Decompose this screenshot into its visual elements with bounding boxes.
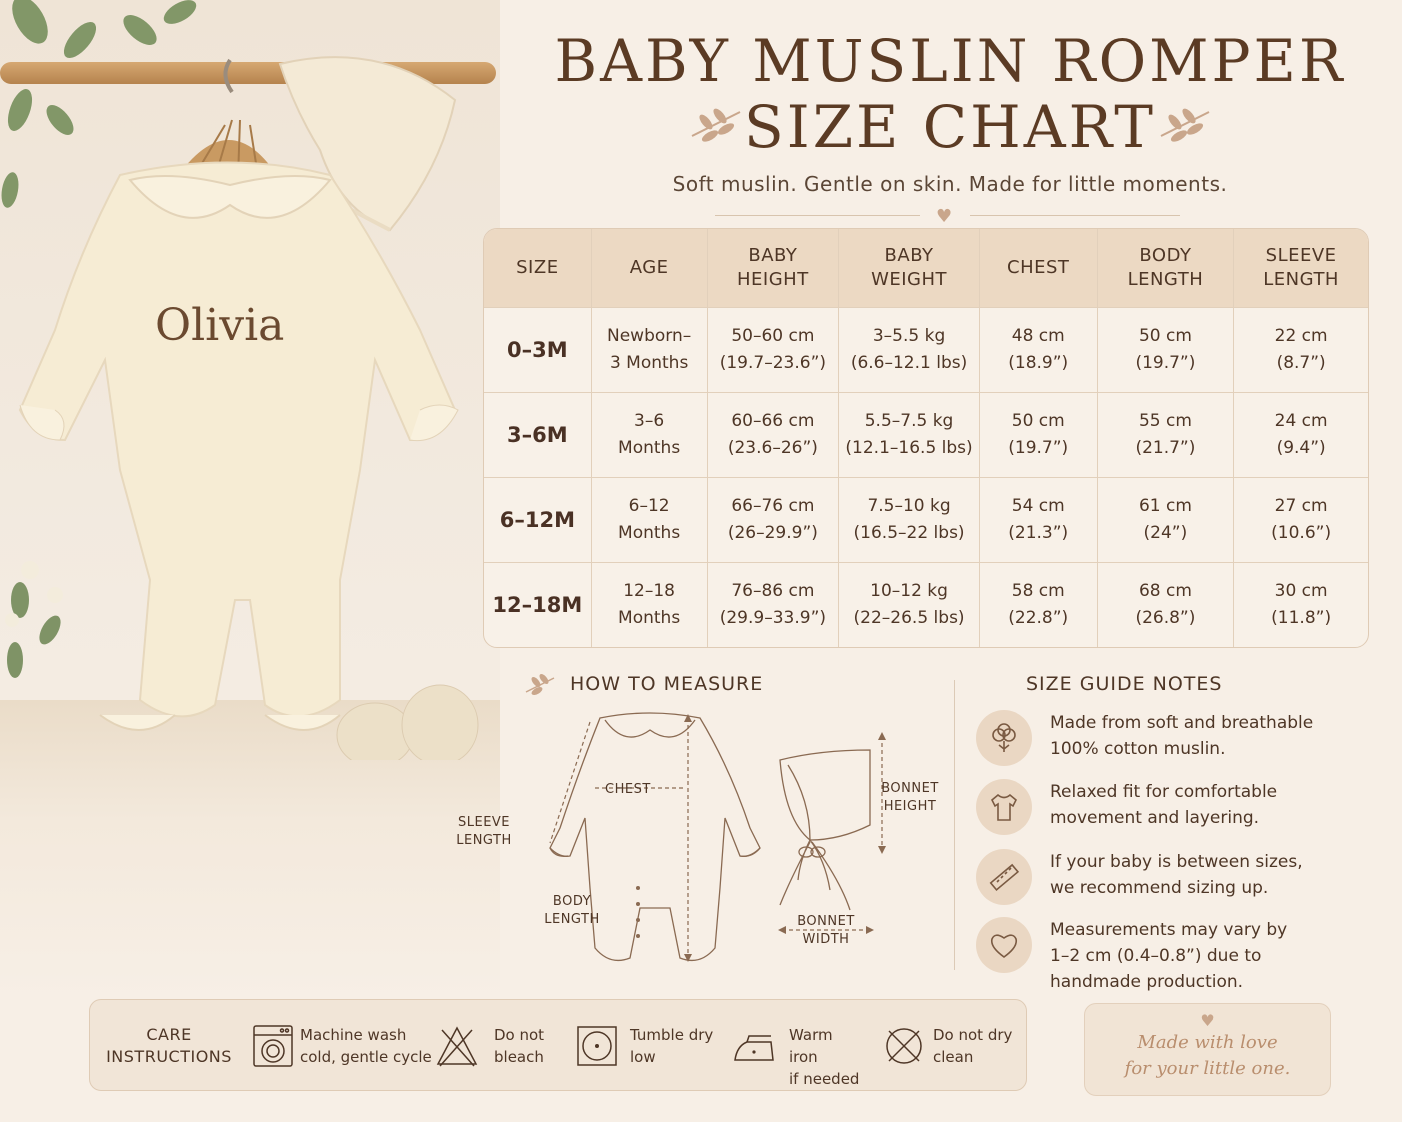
cell-line: 3 Months xyxy=(609,353,689,373)
cell-line: 27 cm xyxy=(1274,496,1328,516)
bonnet-height-line1: BONNET xyxy=(881,781,939,796)
no-dry-clean-icon xyxy=(883,1024,925,1068)
bonnet-width-line2: WIDTH xyxy=(802,932,850,947)
column-header-line: LENGTH xyxy=(1127,269,1204,290)
note-item xyxy=(976,710,1356,770)
divider-right xyxy=(970,215,1180,216)
weight-cell xyxy=(839,477,980,562)
note-text-line: Made from soft and breathable xyxy=(1050,713,1314,733)
column-header-line: LENGTH xyxy=(1263,269,1339,290)
body-cell xyxy=(1098,562,1235,647)
title-line-2: SIZE CHART xyxy=(744,93,1156,161)
care-title xyxy=(106,1024,232,1068)
divider-heart-icon: ♥ xyxy=(936,206,953,227)
care-text-line: clean xyxy=(933,1048,974,1066)
cell-line: 5.5–7.5 kg xyxy=(864,411,954,431)
column-header-line: CHEST xyxy=(1007,257,1070,278)
note-item xyxy=(976,917,1356,997)
body-label-line2: LENGTH xyxy=(544,912,600,927)
sleeve-label-line1: SLEEVE xyxy=(457,815,511,830)
cell-line: (26.8”) xyxy=(1135,608,1196,628)
sleeve-label-line2: LENGTH xyxy=(456,833,512,848)
cell-line: Months xyxy=(618,438,681,458)
cell-line: (24”) xyxy=(1143,523,1188,543)
page-title xyxy=(500,28,1400,160)
product-photo xyxy=(0,0,500,1000)
cell-line: 48 cm xyxy=(1011,326,1065,346)
height-cell xyxy=(708,562,840,647)
body-label-line1: BODY xyxy=(552,894,592,909)
sleeve-cell xyxy=(1234,477,1368,562)
cell-line: (6.6–12.1 lbs) xyxy=(850,353,968,373)
bonnet-width-label xyxy=(792,913,860,949)
size-cell: 3–6M xyxy=(484,392,592,477)
column-header xyxy=(1098,229,1235,307)
subtitle: Soft muslin. Gentle on skin. Made for little moments. xyxy=(672,172,1228,196)
note-text-line: we recommend sizing up. xyxy=(1050,878,1269,898)
title-line-1: BABY MUSLIN ROMPER xyxy=(554,27,1346,95)
weight-cell xyxy=(839,307,980,392)
cell-line: (19.7”) xyxy=(1008,438,1069,458)
bonnet-height-label xyxy=(876,780,944,816)
cell-line: 55 cm xyxy=(1138,411,1192,431)
cell-line: (12.1–16.5 lbs) xyxy=(845,438,973,458)
cell-line: 22 cm xyxy=(1274,326,1328,346)
flower-bouquet-icon xyxy=(0,540,80,720)
care-title-line1: CARE xyxy=(146,1025,192,1044)
note-text-line: Relaxed fit for comfortable xyxy=(1050,782,1278,802)
cell-line: (21.7”) xyxy=(1135,438,1196,458)
cell-line: 60–66 cm xyxy=(731,411,815,431)
care-text-line: Do not dry xyxy=(933,1026,1013,1044)
romper-measure-diagram xyxy=(520,708,780,973)
note-item xyxy=(976,779,1356,839)
note-text-line: If your baby is between sizes, xyxy=(1050,852,1303,872)
column-header xyxy=(980,229,1098,307)
tshirt-icon xyxy=(976,779,1032,835)
cell-line: (11.8”) xyxy=(1271,608,1332,628)
cell-line: 50 cm xyxy=(1011,411,1065,431)
table-row xyxy=(484,392,1368,477)
body-cell xyxy=(1098,307,1235,392)
section-separator xyxy=(954,680,955,970)
washing-machine-icon xyxy=(252,1024,294,1068)
how-to-measure-title: HOW TO MEASURE xyxy=(570,673,764,695)
cell-line: 50 cm xyxy=(1138,326,1192,346)
care-text-line: Warm iron xyxy=(789,1026,833,1066)
cell-line: 54 cm xyxy=(1011,496,1065,516)
sleeve-cell xyxy=(1234,307,1368,392)
age-cell xyxy=(592,562,708,647)
column-header xyxy=(839,229,980,307)
column-header xyxy=(592,229,708,307)
table-header-row xyxy=(484,229,1368,307)
column-header xyxy=(484,229,592,307)
column-header-line: WEIGHT xyxy=(871,269,948,290)
column-header-line: BODY xyxy=(1139,245,1192,266)
cell-line: Months xyxy=(618,608,681,628)
column-header-line: AGE xyxy=(629,257,669,278)
height-cell xyxy=(708,392,840,477)
column-header-line: SLEEVE xyxy=(1265,245,1337,266)
left-sprig-icon xyxy=(688,104,744,151)
cell-line: 6–12 xyxy=(628,496,670,516)
cell-line: (19.7”) xyxy=(1135,353,1196,373)
note-item xyxy=(976,849,1356,909)
size-guide-notes-title: SIZE GUIDE NOTES xyxy=(1026,673,1223,695)
sleeve-length-label xyxy=(452,814,516,850)
chest-cell xyxy=(980,477,1098,562)
cell-line: 58 cm xyxy=(1011,581,1065,601)
size-cell: 6–12M xyxy=(484,477,592,562)
care-text-line: Do not xyxy=(494,1026,545,1044)
table-row xyxy=(484,477,1368,562)
age-cell xyxy=(592,477,708,562)
chest-cell xyxy=(980,392,1098,477)
cell-line: 68 cm xyxy=(1138,581,1192,601)
sleeve-cell xyxy=(1234,392,1368,477)
table-row xyxy=(484,562,1368,647)
cell-line: 3–6 xyxy=(634,411,665,431)
love-line-2: for your little one. xyxy=(1124,1058,1291,1079)
cell-line: 66–76 cm xyxy=(731,496,815,516)
cell-line: (18.9”) xyxy=(1008,353,1069,373)
size-chart-table xyxy=(483,228,1369,648)
column-header-line: HEIGHT xyxy=(737,269,809,290)
chest-cell xyxy=(980,562,1098,647)
care-text-line: cold, gentle cycle xyxy=(300,1048,432,1066)
cell-line: 12–18 xyxy=(623,581,675,601)
cell-line: 61 cm xyxy=(1138,496,1192,516)
iron-icon xyxy=(733,1024,775,1068)
body-length-label xyxy=(540,893,604,929)
care-item xyxy=(252,1022,432,1072)
heart-icon xyxy=(976,917,1032,973)
cell-line: (22–26.5 lbs) xyxy=(853,608,965,628)
cell-line: (22.8”) xyxy=(1008,608,1069,628)
cell-line: Newborn– xyxy=(606,326,692,346)
care-item xyxy=(883,1022,1018,1072)
love-line-1: Made with love xyxy=(1137,1032,1278,1053)
cell-line: 76–86 cm xyxy=(731,581,815,601)
care-item xyxy=(576,1022,716,1072)
weight-cell xyxy=(839,392,980,477)
cell-line: 24 cm xyxy=(1274,411,1328,431)
note-text-line: movement and layering. xyxy=(1050,808,1260,828)
no-bleach-icon xyxy=(436,1024,478,1068)
made-with-love-card xyxy=(1084,1003,1331,1096)
cell-line: (10.6”) xyxy=(1271,523,1332,543)
bonnet-height-line2: HEIGHT xyxy=(883,799,937,814)
cell-line: 3–5.5 kg xyxy=(872,326,946,346)
embroidered-name: Olivia xyxy=(155,300,285,351)
note-text-line: 100% cotton muslin. xyxy=(1050,739,1226,759)
weight-cell xyxy=(839,562,980,647)
cell-line: Months xyxy=(618,523,681,543)
cell-line: (16.5–22 lbs) xyxy=(853,523,965,543)
cotton-icon xyxy=(976,710,1032,766)
column-header-line: BABY xyxy=(748,245,798,266)
body-cell xyxy=(1098,477,1235,562)
age-cell xyxy=(592,392,708,477)
column-header xyxy=(1234,229,1368,307)
cell-line: 50–60 cm xyxy=(731,326,815,346)
care-text-line: low xyxy=(630,1048,656,1066)
note-text-line: Measurements may vary by xyxy=(1050,920,1288,940)
care-text-line: Machine wash xyxy=(300,1026,407,1044)
cell-line: 30 cm xyxy=(1274,581,1328,601)
care-text-line: Tumble dry xyxy=(630,1026,714,1044)
cell-line: 10–12 kg xyxy=(870,581,948,601)
cell-line: 7.5–10 kg xyxy=(867,496,951,516)
care-item xyxy=(733,1022,863,1088)
body-cell xyxy=(1098,392,1235,477)
bonnet-width-line1: BONNET xyxy=(797,914,855,929)
care-item xyxy=(436,1022,556,1072)
right-sprig-icon xyxy=(1157,104,1213,151)
cell-line: (23.6–26”) xyxy=(727,438,818,458)
note-text-line: 1–2 cm (0.4–0.8”) due to xyxy=(1050,946,1262,966)
height-cell xyxy=(708,477,840,562)
ruler-icon xyxy=(976,849,1032,905)
care-instructions-panel xyxy=(89,999,1027,1091)
tumble-dry-icon xyxy=(576,1024,618,1068)
chest-label: CHEST xyxy=(605,782,651,797)
care-text-line: if needed xyxy=(789,1070,860,1088)
care-text-line: bleach xyxy=(494,1048,544,1066)
chest-cell xyxy=(980,307,1098,392)
size-cell: 0–3M xyxy=(484,307,592,392)
small-heart-icon: ♥ xyxy=(1200,1011,1215,1030)
height-cell xyxy=(708,307,840,392)
sleeve-cell xyxy=(1234,562,1368,647)
cell-line: (19.7–23.6”) xyxy=(719,353,827,373)
care-title-line2: INSTRUCTIONS xyxy=(106,1047,232,1066)
cell-line: (21.3”) xyxy=(1008,523,1069,543)
note-text-line: handmade production. xyxy=(1050,972,1244,992)
cell-line: (9.4”) xyxy=(1276,438,1326,458)
measure-sprig-icon xyxy=(524,672,558,696)
cell-line: (8.7”) xyxy=(1276,353,1326,373)
column-header-line: BABY xyxy=(884,245,934,266)
table-row xyxy=(484,307,1368,392)
size-cell: 12–18M xyxy=(484,562,592,647)
divider-left xyxy=(715,215,920,216)
cell-line: (26–29.9”) xyxy=(727,523,818,543)
age-cell xyxy=(592,307,708,392)
column-header xyxy=(708,229,840,307)
bonnet-measure-diagram xyxy=(770,730,890,940)
cell-line: (29.9–33.9”) xyxy=(719,608,827,628)
column-header-line: SIZE xyxy=(516,257,559,278)
